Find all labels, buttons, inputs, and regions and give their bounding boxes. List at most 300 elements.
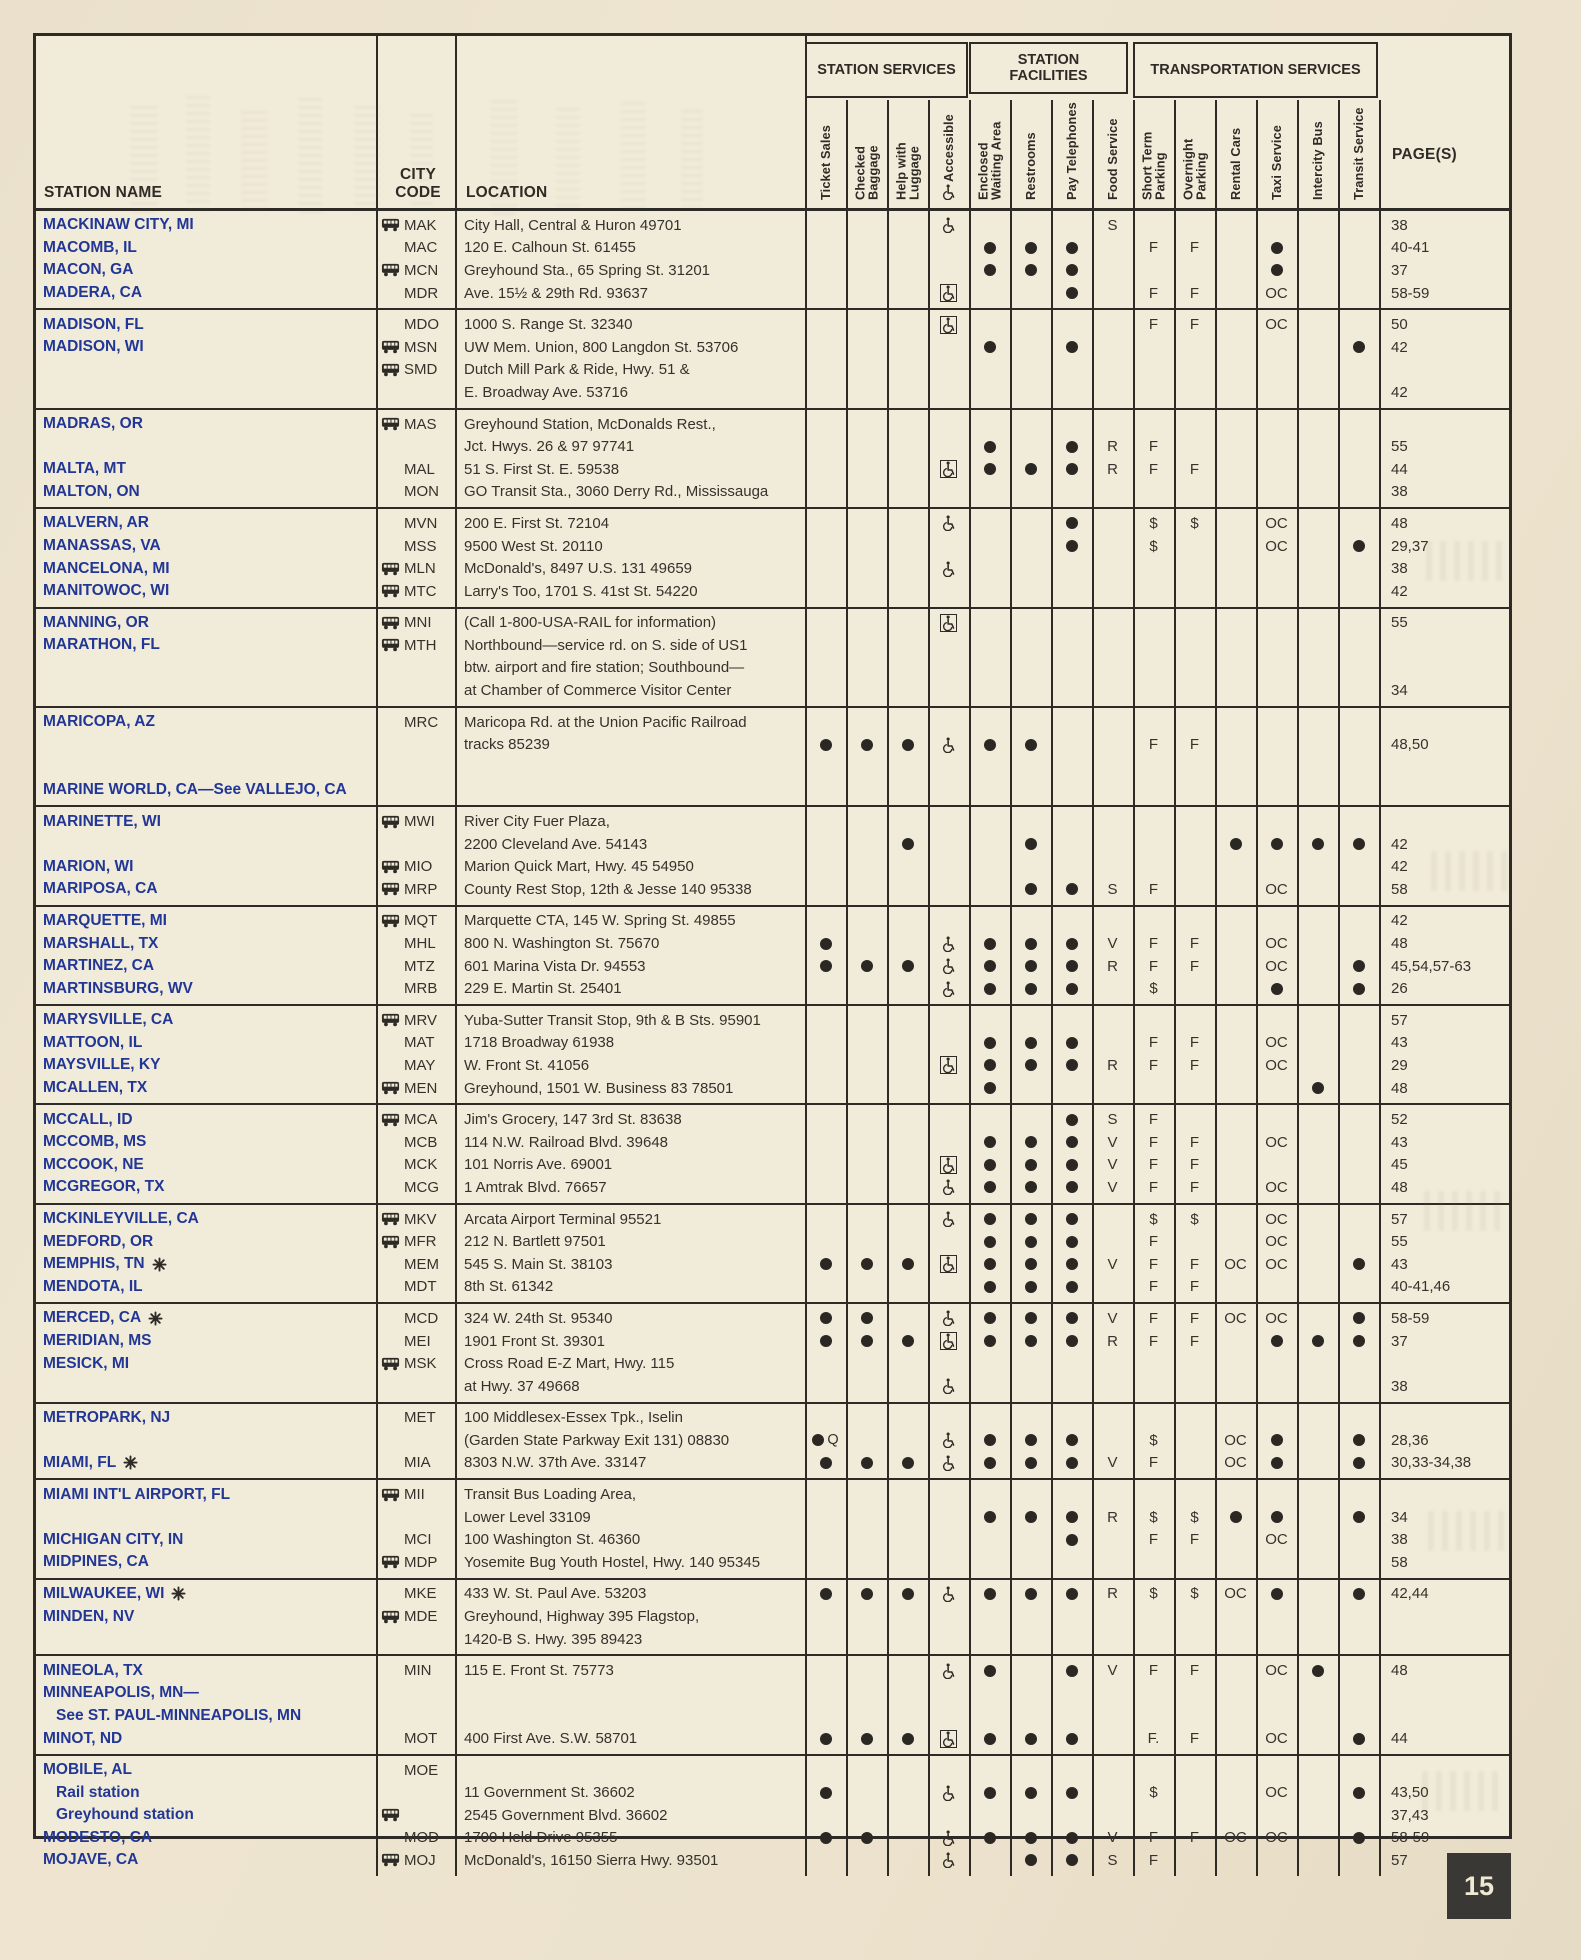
station-name xyxy=(36,381,376,404)
service-dot xyxy=(1353,1733,1365,1745)
station-location: tracks 85239 xyxy=(464,736,550,754)
service-cell xyxy=(1215,1253,1256,1276)
service-cell xyxy=(1092,1054,1133,1077)
service-cell xyxy=(1092,1506,1133,1529)
service-cell xyxy=(1338,1054,1379,1077)
service-cell xyxy=(1338,1230,1379,1253)
service-cell xyxy=(1297,1583,1338,1606)
service-code: F xyxy=(1148,957,1159,975)
city-code: MEN xyxy=(376,1077,455,1100)
service-cell xyxy=(969,214,1010,237)
service-dot xyxy=(1312,1335,1324,1347)
service-cell xyxy=(1174,733,1215,756)
service-dot xyxy=(1066,883,1078,895)
wheelchair-boxed-icon xyxy=(940,460,957,478)
station-name: MARQUETTE, MI xyxy=(43,911,167,929)
city-code: MWI xyxy=(376,810,455,833)
service-cell xyxy=(1010,1583,1051,1606)
service-cell xyxy=(887,359,928,382)
service-code: F xyxy=(1148,1309,1159,1327)
service-cell xyxy=(1010,435,1051,458)
service-cell xyxy=(1256,1154,1297,1177)
service-dot xyxy=(902,739,914,751)
service-cell xyxy=(1297,359,1338,382)
service-dot xyxy=(1066,1213,1078,1225)
service-cell xyxy=(1092,359,1133,382)
service-cell xyxy=(1215,481,1256,504)
service-cell xyxy=(1133,1208,1174,1231)
service-cell xyxy=(1133,1506,1174,1529)
service-cell xyxy=(1256,1108,1297,1131)
service-cell xyxy=(1133,1032,1174,1055)
service-cell xyxy=(1092,833,1133,856)
service-cell xyxy=(1297,481,1338,504)
service-cell xyxy=(887,1759,928,1782)
service-cell xyxy=(1051,1176,1092,1199)
service-cell xyxy=(969,1583,1010,1606)
service-cell xyxy=(1010,1375,1051,1398)
service-cell xyxy=(969,878,1010,901)
page-reference: 45 xyxy=(1391,1156,1408,1174)
service-dot xyxy=(984,441,996,453)
service-cell xyxy=(1010,282,1051,305)
station-group xyxy=(36,1402,1509,1479)
service-cell xyxy=(969,833,1010,856)
service-cell xyxy=(887,733,928,756)
page-reference: 44 xyxy=(1391,1730,1408,1748)
service-dot xyxy=(1025,1854,1037,1866)
service-cell xyxy=(1256,237,1297,260)
service-cell xyxy=(969,435,1010,458)
service-cell xyxy=(1051,580,1092,603)
station-row xyxy=(36,733,1509,756)
service-cell xyxy=(846,1009,887,1032)
bus-icon xyxy=(381,882,400,896)
station-group xyxy=(36,1654,1509,1753)
service-cell xyxy=(805,413,846,436)
service-cell xyxy=(1297,910,1338,933)
service-cell xyxy=(1338,458,1379,481)
service-code: F xyxy=(1148,1255,1159,1273)
service-cell xyxy=(1215,679,1256,702)
wheelchair-boxed-icon xyxy=(940,1056,957,1074)
service-code: F xyxy=(1148,460,1159,478)
station-row xyxy=(36,1483,1509,1506)
service-cell xyxy=(1297,1705,1338,1728)
service-cell xyxy=(887,1108,928,1131)
service-cell xyxy=(928,481,969,504)
service-cell xyxy=(1338,336,1379,359)
service-cell xyxy=(1338,779,1379,802)
service-cell xyxy=(1092,756,1133,779)
service-cell xyxy=(1010,634,1051,657)
service-cell xyxy=(805,1659,846,1682)
service-cell xyxy=(805,1352,846,1375)
city-code: MDT xyxy=(404,1278,437,1296)
wheelchair-boxed-icon xyxy=(940,1255,957,1273)
service-cell xyxy=(928,855,969,878)
wheelchair-icon xyxy=(942,515,955,531)
service-cell xyxy=(969,1682,1010,1705)
service-cell xyxy=(1051,413,1092,436)
station-row xyxy=(36,1781,1509,1804)
service-code: F xyxy=(1189,935,1200,953)
service-cell xyxy=(1256,481,1297,504)
service-cell xyxy=(805,1077,846,1100)
service-cell xyxy=(846,214,887,237)
service-cell xyxy=(1256,535,1297,558)
service-cell xyxy=(1010,1849,1051,1872)
page-reference: 57 xyxy=(1391,1210,1408,1228)
service-cell xyxy=(805,1583,846,1606)
service-cell xyxy=(928,1429,969,1452)
page-reference: 45,54,57-63 xyxy=(1391,957,1472,975)
service-cell xyxy=(1010,1506,1051,1529)
station-name: MADRAS, OR xyxy=(43,415,143,433)
service-cell xyxy=(969,1176,1010,1199)
wheelchair-icon xyxy=(942,981,955,997)
service-cell xyxy=(928,1849,969,1872)
page-reference: 48 xyxy=(1391,514,1408,532)
service-cell xyxy=(1215,1759,1256,1782)
service-cell xyxy=(969,634,1010,657)
service-cell xyxy=(1051,1077,1092,1100)
service-cell xyxy=(928,259,969,282)
service-cell xyxy=(1092,1307,1133,1330)
station-row xyxy=(36,1407,1509,1430)
service-code: F xyxy=(1189,1531,1200,1549)
service-cell xyxy=(846,1276,887,1299)
service-dot xyxy=(1271,242,1283,254)
service-cell xyxy=(1338,1253,1379,1276)
page-reference: 48 xyxy=(1391,1079,1408,1097)
service-cell xyxy=(1092,679,1133,702)
service-cell xyxy=(1174,1176,1215,1199)
service-cell xyxy=(1133,435,1174,458)
station-name: MCGREGOR, TX xyxy=(43,1178,165,1196)
bus-icon xyxy=(381,218,400,232)
service-cell xyxy=(1092,1330,1133,1353)
station-name: MICHIGAN CITY, IN xyxy=(43,1530,184,1548)
service-cell xyxy=(1338,733,1379,756)
station-location: 114 N.W. Railroad Blvd. 39648 xyxy=(464,1133,669,1151)
service-cell xyxy=(928,336,969,359)
service-cell xyxy=(1338,580,1379,603)
service-cell xyxy=(928,1009,969,1032)
reference-mark-icon xyxy=(171,1586,186,1601)
service-code: F xyxy=(1148,1829,1159,1847)
city-code: MKE xyxy=(404,1585,437,1603)
station-location: 1718 Broadway 61938 xyxy=(464,1034,615,1052)
service-cell xyxy=(969,1429,1010,1452)
service-cell xyxy=(1174,1009,1215,1032)
station-name xyxy=(36,679,376,702)
station-row xyxy=(36,1054,1509,1077)
service-cell xyxy=(846,1759,887,1782)
station-row xyxy=(36,1131,1509,1154)
service-cell xyxy=(1010,1131,1051,1154)
service-cell xyxy=(969,481,1010,504)
service-cell xyxy=(1297,259,1338,282)
service-cell xyxy=(1174,779,1215,802)
service-dot xyxy=(1066,1588,1078,1600)
service-cell xyxy=(805,1276,846,1299)
service-cell xyxy=(1010,1429,1051,1452)
service-cell xyxy=(1215,1551,1256,1574)
service-cell xyxy=(1297,1452,1338,1475)
page-reference: 57 xyxy=(1391,1851,1408,1869)
page-reference: 48 xyxy=(1391,935,1408,953)
service-cell xyxy=(1338,1682,1379,1705)
service-cell xyxy=(1010,1253,1051,1276)
service-cell xyxy=(1297,1483,1338,1506)
page-reference: 58 xyxy=(1391,880,1408,898)
service-cell xyxy=(846,612,887,635)
station-row xyxy=(36,214,1509,237)
service-dot xyxy=(984,1511,996,1523)
service-cell xyxy=(846,580,887,603)
service-cell xyxy=(928,435,969,458)
service-cell xyxy=(846,1682,887,1705)
service-dot xyxy=(902,960,914,972)
service-cell xyxy=(846,282,887,305)
city-code: MTZ xyxy=(404,957,435,975)
service-cell xyxy=(887,313,928,336)
service-cell xyxy=(1133,855,1174,878)
station-location: Jim's Grocery, 147 3rd St. 83638 xyxy=(464,1111,682,1129)
service-cell xyxy=(1215,1727,1256,1750)
page-reference: 42 xyxy=(1391,835,1408,853)
station-row xyxy=(36,557,1509,580)
station-row xyxy=(36,381,1509,404)
station-row xyxy=(36,1506,1509,1529)
group-header-station-facilities: STATION FACILITIES xyxy=(969,42,1128,94)
service-cell xyxy=(1051,1628,1092,1651)
service-cell xyxy=(1174,259,1215,282)
service-cell xyxy=(1092,1230,1133,1253)
service-cell xyxy=(1133,1551,1174,1574)
service-cell xyxy=(1051,1551,1092,1574)
service-cell xyxy=(1297,237,1338,260)
station-row xyxy=(36,1682,1509,1705)
service-cell xyxy=(1338,214,1379,237)
service-dot xyxy=(1066,1159,1078,1171)
service-cell xyxy=(1174,1429,1215,1452)
city-code: MOT xyxy=(404,1730,438,1748)
wheelchair-boxed-icon xyxy=(940,316,957,334)
service-cell xyxy=(1297,955,1338,978)
service-code: F xyxy=(1189,1034,1200,1052)
service-cell xyxy=(805,557,846,580)
service-cell xyxy=(969,1827,1010,1850)
service-dot xyxy=(902,1457,914,1469)
wheelchair-icon xyxy=(942,936,955,952)
service-cell xyxy=(1092,612,1133,635)
service-cell xyxy=(1051,1230,1092,1253)
station-group xyxy=(36,308,1509,407)
service-cell xyxy=(1010,1077,1051,1100)
service-cell xyxy=(1215,259,1256,282)
service-code: OC xyxy=(1265,1034,1288,1052)
service-cell xyxy=(1256,336,1297,359)
service-cell xyxy=(846,756,887,779)
service-cell xyxy=(1010,1208,1051,1231)
service-cell xyxy=(846,481,887,504)
service-cell xyxy=(887,1528,928,1551)
service-dot xyxy=(984,1037,996,1049)
column-header-rental-cars: Rental Cars xyxy=(1227,127,1243,200)
column-header-pay-telephones: Pay Telephones xyxy=(1063,102,1079,200)
city-code: MSK xyxy=(376,1352,455,1375)
service-cell xyxy=(846,1253,887,1276)
service-cell xyxy=(969,1054,1010,1077)
service-cell xyxy=(928,458,969,481)
station-row xyxy=(36,679,1509,702)
service-cell xyxy=(928,1077,969,1100)
service-cell xyxy=(1133,1429,1174,1452)
station-row xyxy=(36,237,1509,260)
city-code: MIO xyxy=(376,855,455,878)
service-cell xyxy=(805,1804,846,1827)
service-dot xyxy=(1066,287,1078,299)
service-dot xyxy=(861,1832,873,1844)
service-dot xyxy=(984,960,996,972)
service-code: R xyxy=(1107,438,1118,456)
service-cell xyxy=(1010,557,1051,580)
service-dot xyxy=(1353,341,1365,353)
service-dot xyxy=(984,1159,996,1171)
service-dot xyxy=(1025,983,1037,995)
service-cell xyxy=(1297,1682,1338,1705)
service-code: R xyxy=(1107,1585,1118,1603)
service-code: F xyxy=(1189,1156,1200,1174)
service-cell xyxy=(1092,1009,1133,1032)
wheelchair-boxed-icon xyxy=(940,614,957,632)
city-code: MDP xyxy=(376,1551,455,1574)
service-cell xyxy=(846,1551,887,1574)
service-cell xyxy=(1256,1781,1297,1804)
service-cell xyxy=(928,733,969,756)
service-cell xyxy=(969,313,1010,336)
service-cell xyxy=(805,1108,846,1131)
service-cell xyxy=(1092,932,1133,955)
service-cell xyxy=(1338,810,1379,833)
service-cell xyxy=(969,381,1010,404)
service-dot xyxy=(902,1258,914,1270)
service-dot xyxy=(1025,1588,1037,1600)
service-cell xyxy=(805,435,846,458)
station-location: McDonald's, 8497 U.S. 131 49659 xyxy=(464,560,693,578)
station-name: MIAMI INT'L AIRPORT, FL xyxy=(43,1485,231,1503)
service-cell xyxy=(928,237,969,260)
station-location: Greyhound, Highway 395 Flagstop, xyxy=(464,1608,700,1626)
station-name: MALTA, MT xyxy=(43,460,126,478)
service-code: F xyxy=(1189,1662,1200,1680)
service-cell xyxy=(1051,1407,1092,1430)
service-cell xyxy=(1297,1781,1338,1804)
service-cell xyxy=(1174,413,1215,436)
service-dot xyxy=(1353,540,1365,552)
station-name: MCCALL, ID xyxy=(43,1110,133,1128)
city-code: MEM xyxy=(404,1255,439,1273)
service-cell xyxy=(1051,1032,1092,1055)
station-row xyxy=(36,1176,1509,1199)
service-cell xyxy=(1174,512,1215,535)
service-cell xyxy=(805,955,846,978)
service-cell xyxy=(887,1077,928,1100)
page-reference: 38 xyxy=(1391,216,1408,234)
service-cell xyxy=(846,932,887,955)
service-cell xyxy=(1092,512,1133,535)
service-cell xyxy=(928,1108,969,1131)
pages-header: PAGE(S) xyxy=(1392,146,1457,163)
service-cell xyxy=(928,756,969,779)
service-cell xyxy=(805,756,846,779)
service-cell xyxy=(1051,855,1092,878)
service-cell xyxy=(928,214,969,237)
service-dot xyxy=(1066,1037,1078,1049)
station-name: Rail station xyxy=(56,1783,140,1801)
service-cell xyxy=(1297,932,1338,955)
service-code: OC xyxy=(1265,1730,1288,1748)
service-cell xyxy=(1174,1682,1215,1705)
station-name: MINEOLA, TX xyxy=(43,1661,143,1679)
station-location: Jct. Hwys. 26 & 97 97741 xyxy=(464,438,635,456)
service-dot xyxy=(1066,264,1078,276)
service-cell xyxy=(846,810,887,833)
service-dot xyxy=(1025,1335,1037,1347)
service-cell xyxy=(1051,1307,1092,1330)
service-cell xyxy=(805,1849,846,1872)
city-code xyxy=(376,1682,455,1705)
service-code: F xyxy=(1189,239,1200,257)
page-reference: 58 xyxy=(1391,1553,1408,1571)
city-code: MDE xyxy=(376,1605,455,1628)
service-cell xyxy=(846,1727,887,1750)
service-dot xyxy=(1271,838,1283,850)
station-row xyxy=(36,910,1509,933)
service-cell xyxy=(1215,1375,1256,1398)
service-cell xyxy=(1174,1330,1215,1353)
service-cell xyxy=(1133,1583,1174,1606)
page-reference xyxy=(1379,1705,1507,1728)
page-reference: 42 xyxy=(1391,582,1408,600)
service-cell xyxy=(1174,1407,1215,1430)
service-cell xyxy=(1010,458,1051,481)
service-cell xyxy=(1010,756,1051,779)
service-cell xyxy=(1133,1375,1174,1398)
service-code: OC xyxy=(1265,1133,1288,1151)
service-cell xyxy=(1051,657,1092,680)
service-cell xyxy=(969,413,1010,436)
station-location: Cross Road E-Z Mart, Hwy. 115 xyxy=(464,1355,675,1373)
service-cell xyxy=(846,910,887,933)
service-cell xyxy=(1092,1276,1133,1299)
service-cell xyxy=(928,1208,969,1231)
service-cell xyxy=(1174,1551,1215,1574)
station-group xyxy=(36,607,1509,706)
service-cell xyxy=(1133,1759,1174,1782)
station-name-header: STATION NAME xyxy=(44,184,163,201)
service-cell xyxy=(1338,1804,1379,1827)
page-reference: 43 xyxy=(1391,1133,1408,1151)
service-cell xyxy=(887,580,928,603)
service-cell xyxy=(1174,855,1215,878)
service-dot xyxy=(1353,1787,1365,1799)
station-location: Maricopa Rd. at the Union Pacific Railroad xyxy=(464,713,747,731)
service-cell xyxy=(1297,679,1338,702)
service-code: F xyxy=(1148,1662,1159,1680)
